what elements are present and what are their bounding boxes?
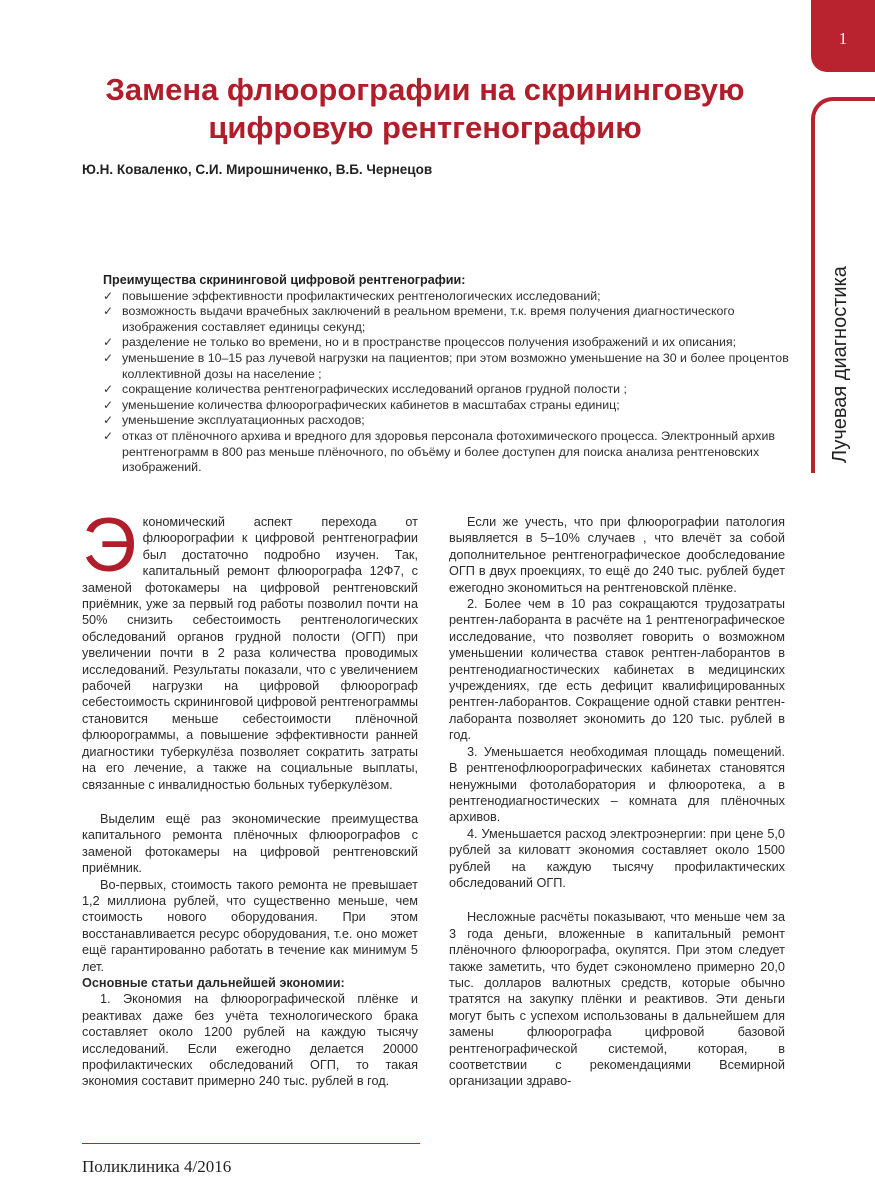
- dropcap: Э: [82, 503, 137, 588]
- list-item: ✓ уменьшение количества флюорографических кабинетов в масштабах страны единиц;: [103, 397, 620, 412]
- list-item: ✓ сокращение количества рентгенографических исследований органов грудной полости ;: [103, 382, 627, 397]
- checkmark-icon: ✓: [103, 350, 114, 365]
- paragraph: Во-первых, стоимость такого ремонта не превышает 1,2 миллиона рублей, что существенно меньше, чем стоимость нового оборудования. При этом восстанавливается ресурс оборудования, т.е. оно может ещё гарантированно работать в течение как минимум 5 лет.: [82, 877, 418, 974]
- paragraph: Если же учесть, что при флюорографии патология выявляется в 5–10% случаев , что влечёт за собой дополнительное рентгенографическое дообследование ОГП в двух проекциях, то ещё до 240 тыс. рублей будет ежегодно экономиться на рентгеновской плёнке.: [449, 515, 785, 595]
- page-number: 1: [838, 29, 848, 48]
- advantages-box: [103, 273, 793, 476]
- paragraph: 1. Экономия на флюорографической плёнке и реактивах даже без учёта технологического брака составляет около 1200 рублей на каждую тысячу исследований. Если ежегодно делается 20000 профилактических обследований ОГП, то такая экономия составит примерно 240 тыс. рублей в год.: [82, 992, 418, 1089]
- checkmark-icon: ✓: [103, 397, 114, 412]
- checkmark-icon: ✓: [103, 382, 114, 397]
- checkmark-icon: ✓: [103, 428, 114, 443]
- footer-divider: [82, 1143, 420, 1144]
- checkmark-icon: ✓: [103, 288, 114, 303]
- title-line-2: цифровую рентгенографию: [208, 110, 642, 145]
- checkmark-icon: ✓: [103, 335, 114, 350]
- right-column: [449, 514, 785, 1090]
- list-item: ✓ возможность выдачи врачебных заключений в реальном времени, т.к. время получения диагностического изображения составляет единицы секунд;: [103, 304, 735, 334]
- paragraph: Выделим ещё раз экономические преимущества капитального ремонта плёночных флюорографов с заменой фотокамеры на цифровой рентгеновский приёмник.: [82, 811, 418, 876]
- paragraph: Несложные расчёты показывают, что меньше чем за 3 года деньги, вложенные в капитальный ремонт плёночного флюорографа, окупятся. При этом следует также заметить, что будет сэкономлено примерно 20,0 тыс. долларов валютных средств, которые обычно тратятся на закупку плёнки и реактивов. Эти деньги могут быть с успехом использованы в дальнейшем для замены флюорографа цифровой базовой рентгенографической системой, которая, в соответствии с рекомендациями Всемирной организации здраво-: [449, 910, 785, 1089]
- article-title: [40, 71, 810, 147]
- paragraph: 3. Уменьшается необходимая площадь помещений. В рентгенофлюорографических кабинетах становятся ненужными фотолаборатория и флюоротека, а в рентгенодиагностических – комната для плёночных архивов.: [449, 744, 785, 825]
- page-number-tab: [811, 0, 875, 72]
- section-label: Лучевая диагностика: [829, 266, 851, 463]
- list-item: ✓ разделение не только во времени, но и в пространстве процессов получения изображений и их описания;: [103, 335, 737, 350]
- authors: Ю.Н. Коваленко, С.И. Мирошниченко, В.Б. Чернецов: [82, 162, 433, 177]
- paragraph: 2. Более чем в 10 раз сокращаются трудозатраты рентген-лаборанта в расчёте на 1 рентгенографическое исследование, что позволяет говорить о возможном уменьшении количества ставок рентген-лаборантов в рентгенодиагностических кабинетах в медицинских учреждениях, где есть дефицит квалифицированных рентген-лаборантов. Сокращение одной ставки рентген-лаборанта позволяет экономить до 120 тыс. рублей в год.: [449, 597, 785, 743]
- advantages-list: [103, 289, 793, 476]
- list-item: ✓ отказ от плёночного архива и вредного для здоровья персонала фотохимического процесса. Электронный архив рентгенограмм в 800 раз меньше плёночного, по объёму и более доступен для поиска анализа рентгеновских изображений.: [103, 428, 775, 475]
- checkmark-icon: ✓: [103, 304, 114, 319]
- paragraph: 4. Уменьшается расход электроэнергии: при цене 5,0 рублей за киловатт экономия составляет около 1500 рублей на каждую тысячу профилактических обследований ОГП.: [449, 826, 785, 890]
- left-column: [82, 503, 418, 1090]
- title-line-1: Замена флюорографии на скрининговую: [105, 72, 745, 107]
- journal-footer: Поликлиника 4/2016: [82, 1157, 232, 1176]
- advantages-heading: Преимущества скрининговой цифровой рентгенографии:: [103, 273, 466, 287]
- list-item: ✓ уменьшение эксплуатационных расходов;: [103, 413, 365, 428]
- list-item: ✓ повышение эффективности профилактических рентгенологических исследований;: [103, 288, 601, 303]
- list-item: ✓ уменьшение в 10–15 раз лучевой нагрузки на пациентов; при этом возможно уменьшение на 30 и более процентов коллективной дозы на население ;: [103, 350, 789, 381]
- intro-paragraph: Экономический аспект перехода от флюорографии к цифровой рентгенографии был достаточно подробно изучен. Так, капитальный ремонт флюорографа 12Ф7, с заменой фотокамеры на цифровой рентгеновский приёмник, уже за первый год работы позволил почти на 50% снизить себестоимость рентгенологических обследований органов грудной полости (ОГП) при увеличении почти в 2 раза количества проводимых исследований. Результаты показали, что с увеличением рабочей нагрузки на цифровой флюорограф себестоимость скрининговой цифровой рентгенограммы становится меньше себестоимости плёночной флюорограммы, а повышение эффективности ранней диагностики туберкулёза позволяет сократить затраты на его лечение, а также на социальные выплаты, связанные с инвалидностью больных туберкулёзом.: [82, 503, 418, 792]
- checkmark-icon: ✓: [103, 413, 114, 428]
- subheading: Основные статьи дальнейшей экономии:: [82, 975, 345, 990]
